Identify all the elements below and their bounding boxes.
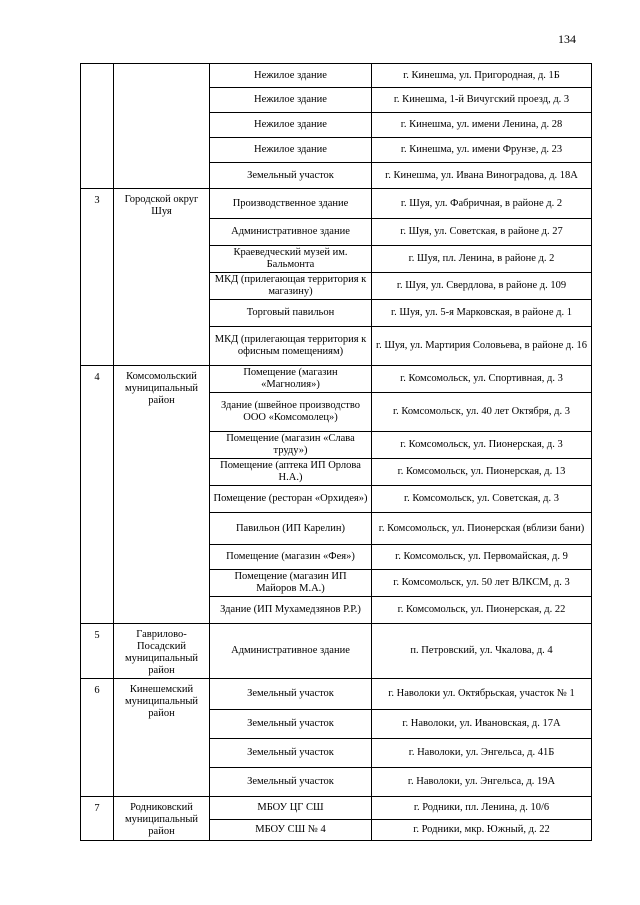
table-row (81, 64, 592, 88)
district-name: Комсомольский муниципальный район (114, 366, 210, 624)
page-number: 134 (558, 32, 576, 46)
object-address: г. Комсомольск, ул. 50 лет ВЛКСМ, д. 3 (372, 570, 592, 597)
object-address: г. Кинешма, ул. Ивана Виноградова, д. 18А (372, 163, 592, 189)
object-name: Помещение (ресторан «Орхидея») (210, 486, 372, 513)
object-name: Земельный участок (210, 710, 372, 739)
objects-table (80, 63, 592, 841)
object-name: Земельный участок (210, 768, 372, 797)
district-name: Городской округ Шуя (114, 189, 210, 366)
object-name: Административное здание (210, 624, 372, 679)
object-name: Торговый павильон (210, 300, 372, 327)
object-name: Земельный участок (210, 163, 372, 189)
object-name: Административное здание (210, 219, 372, 246)
object-name: Нежилое здание (210, 88, 372, 113)
table-row (81, 366, 592, 393)
object-address: г. Шуя, ул. Свердлова, в районе д. 109 (372, 273, 592, 300)
object-name: Помещение (магазин ИП Майоров М.А.) (210, 570, 372, 597)
object-address: г. Родники, мкр. Южный, д. 22 (372, 820, 592, 841)
row-number: 3 (81, 189, 114, 366)
row-number: 6 (81, 679, 114, 797)
row-number (81, 64, 114, 189)
object-name: Нежилое здание (210, 64, 372, 88)
object-address: г. Шуя, ул. 5-я Марковская, в районе д. 1 (372, 300, 592, 327)
object-address: г. Комсомольск, ул. Спортивная, д. 3 (372, 366, 592, 393)
object-address: г. Шуя, ул. Советская, в районе д. 27 (372, 219, 592, 246)
object-name: Краеведческий музей им. Бальмонта (210, 246, 372, 273)
object-name: Нежилое здание (210, 138, 372, 163)
object-address: г. Кинешма, ул. имени Фрунзе, д. 23 (372, 138, 592, 163)
object-address: г. Родники, пл. Ленина, д. 10/6 (372, 797, 592, 820)
district-name: Родниковский муниципальный район (114, 797, 210, 841)
object-address: г. Наволоки, ул. Ивановская, д. 17А (372, 710, 592, 739)
district-name: Гаврилово-Посадский муниципальный район (114, 624, 210, 679)
object-name: Нежилое здание (210, 113, 372, 138)
object-name: Производственное здание (210, 189, 372, 219)
object-address: г. Комсомольск, ул. Пионерская, д. 13 (372, 459, 592, 486)
object-name: Здание (ИП Мухамедзянов Р.Р.) (210, 597, 372, 624)
objects-table-body (81, 64, 592, 841)
object-name: Помещение (аптека ИП Орлова Н.А.) (210, 459, 372, 486)
object-name: МКД (прилегающая территория к магазину) (210, 273, 372, 300)
object-address: г. Комсомольск, ул. Пионерская, д. 3 (372, 432, 592, 459)
object-name: Помещение (магазин «Магнолия») (210, 366, 372, 393)
row-number: 5 (81, 624, 114, 679)
object-address: г. Кинешма, 1-й Вичугский проезд, д. 3 (372, 88, 592, 113)
object-address: г. Наволоки, ул. Энгельса, д. 41Б (372, 739, 592, 768)
row-number: 4 (81, 366, 114, 624)
district-name (114, 64, 210, 189)
object-address: г. Комсомольск, ул. Первомайская, д. 9 (372, 545, 592, 570)
table-row (81, 189, 592, 219)
object-address: г. Шуя, ул. Мартирия Соловьева, в районе д. 16 (372, 327, 592, 366)
table-row (81, 797, 592, 820)
object-name: МБОУ ЦГ СШ (210, 797, 372, 820)
object-address: г. Комсомольск, ул. 40 лет Октября, д. 3 (372, 393, 592, 432)
object-name: Помещение (магазин «Фея») (210, 545, 372, 570)
object-name: МКД (прилегающая территория к офисным помещениям) (210, 327, 372, 366)
row-number: 7 (81, 797, 114, 841)
object-name: Здание (швейное производство ООО «Комсомолец») (210, 393, 372, 432)
object-address: г. Кинешма, ул. имени Ленина, д. 28 (372, 113, 592, 138)
district-name: Кинешемский муниципальный район (114, 679, 210, 797)
object-name: Земельный участок (210, 739, 372, 768)
table-row (81, 679, 592, 710)
object-address: г. Комсомольск, ул. Советская, д. 3 (372, 486, 592, 513)
object-address: г. Комсомольск, ул. Пионерская (вблизи бани) (372, 513, 592, 545)
object-address: г. Шуя, пл. Ленина, в районе д. 2 (372, 246, 592, 273)
object-address: г. Шуя, ул. Фабричная, в районе д. 2 (372, 189, 592, 219)
object-address: г. Комсомольск, ул. Пионерская, д. 22 (372, 597, 592, 624)
table-row (81, 624, 592, 679)
object-address: г. Наволоки ул. Октябрьская, участок № 1 (372, 679, 592, 710)
object-address: г. Наволоки, ул. Энгельса, д. 19А (372, 768, 592, 797)
object-address: г. Кинешма, ул. Пригородная, д. 1Б (372, 64, 592, 88)
object-name: Павильон (ИП Карелин) (210, 513, 372, 545)
object-address: п. Петровский, ул. Чкалова, д. 4 (372, 624, 592, 679)
object-name: МБОУ СШ № 4 (210, 820, 372, 841)
object-name: Помещение (магазин «Слава труду») (210, 432, 372, 459)
object-name: Земельный участок (210, 679, 372, 710)
